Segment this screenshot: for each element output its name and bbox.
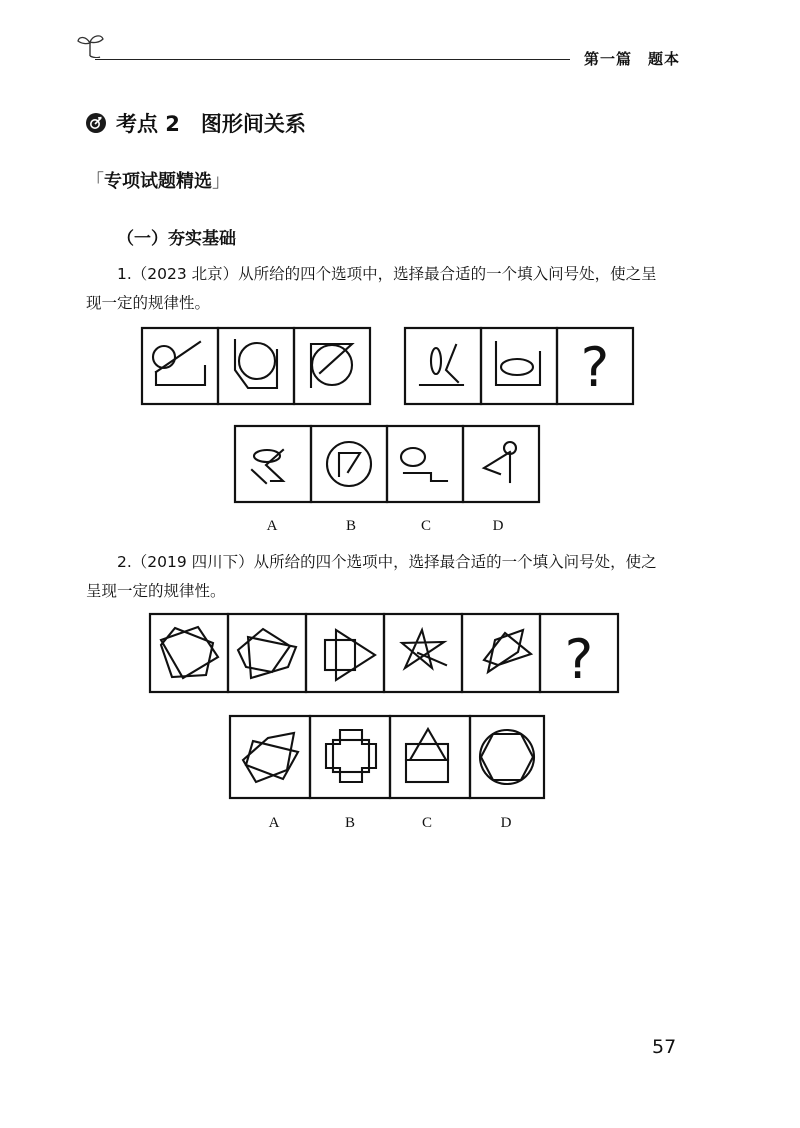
q2-question-mark: ? (564, 628, 594, 691)
q2-figure-5 (484, 630, 531, 672)
q1-option-b-figure (327, 442, 371, 486)
q1-figure-5 (496, 342, 540, 385)
q1-option-c-label: C (420, 518, 431, 534)
q1-cell-1 (142, 328, 218, 404)
q2-figure-1 (161, 627, 218, 678)
q1-option-c-cell (387, 426, 463, 502)
q2-option-b-figure (326, 730, 376, 782)
q1-option-b-cell (311, 426, 387, 502)
q2-option-a-cell (230, 716, 310, 798)
q2-option-b-label: B (344, 815, 355, 831)
q2-option-b-cell (310, 716, 390, 798)
q1-figure-4 (420, 345, 463, 385)
section-title: 考点 2 图形间关系 (116, 112, 306, 136)
q1-question-mark: ? (580, 336, 610, 399)
q2-option-d-figure (480, 730, 534, 784)
q1-option-c-figure (401, 448, 447, 481)
q2-option-c-figure (406, 729, 448, 782)
q2-figure-2 (238, 629, 296, 678)
q2-figure-3 (325, 630, 375, 680)
q1-option-a-cell (235, 426, 311, 502)
q2-option-d-label: D (500, 815, 512, 831)
question-2-line-1: 2.（2019 四川下）从所给的四个选项中，选择最合适的一个填入问号处，使之 (117, 553, 657, 571)
q1-option-b-label: B (345, 518, 356, 534)
q2-option-c-label: C (421, 815, 432, 831)
q2-sequence-row (150, 614, 618, 692)
question-1-line-2: 现一定的规律性。 (86, 294, 211, 312)
q1-option-a-label: A (266, 518, 278, 534)
subsection-title: 专项试题精选 (104, 171, 212, 192)
q1-option-d-cell (463, 426, 539, 502)
q1-figure-1 (153, 342, 205, 385)
q1-option-d-figure (484, 442, 516, 482)
q1-cell-4 (405, 328, 481, 404)
q1-figure-3 (311, 344, 352, 387)
q1-figure-2 (235, 340, 277, 388)
q2-figure-4 (402, 630, 446, 668)
level-title: （一）夯实基础 (117, 229, 236, 249)
q2-option-a-figure (243, 733, 298, 782)
bracket-open: 「 (86, 171, 104, 192)
q1-options-row (235, 426, 539, 502)
q1-cell-5 (481, 328, 557, 404)
q1-option-a-figure (252, 450, 283, 483)
q2-option-a-label: A (268, 815, 280, 831)
q2-option-c-cell (390, 716, 470, 798)
q1-cell-3 (294, 328, 370, 404)
bracket-close: 」 (212, 171, 230, 192)
q2-cell-4 (384, 614, 462, 692)
question-1-line-1: 1.（2023 北京）从所给的四个选项中，选择最合适的一个填入问号处，使之呈 (117, 265, 657, 283)
q1-cell-2 (218, 328, 294, 404)
page-number: 57 (652, 1036, 677, 1058)
q2-options-row (230, 716, 544, 798)
chapter-label: 第一篇 题本 (584, 50, 681, 68)
q1-option-d-label: D (492, 518, 504, 534)
q1-sequence-group-1 (142, 328, 370, 404)
question-2-line-2: 呈现一定的规律性。 (86, 582, 226, 600)
